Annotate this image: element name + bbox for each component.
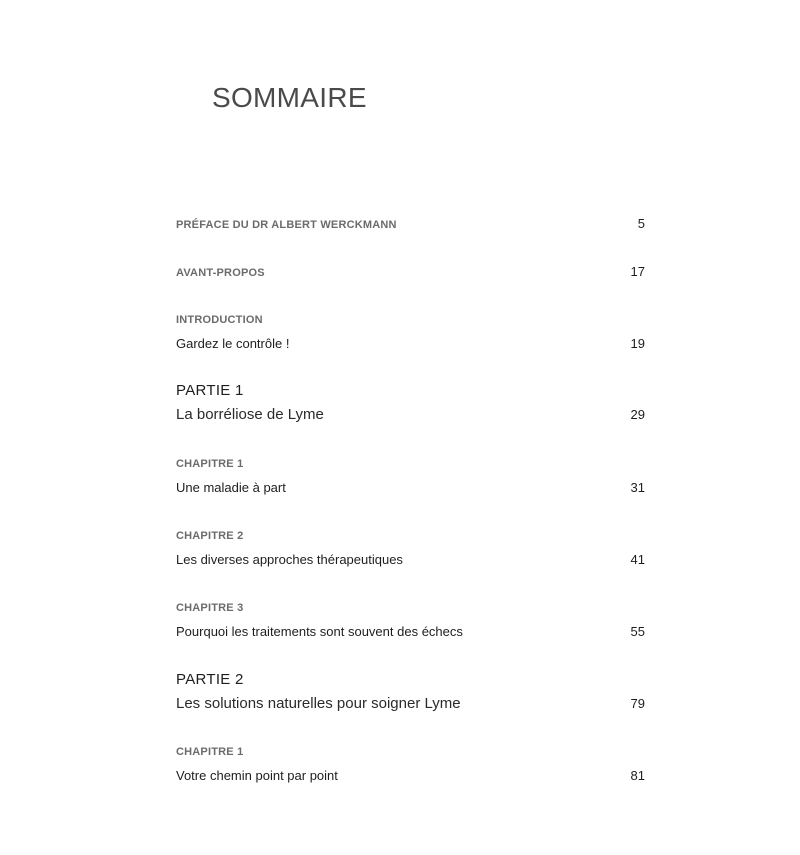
- toc-entry-solutions-naturelles: [176, 695, 645, 713]
- toc-entry-label: Pourquoi les traitements sont souvent des échecs: [176, 624, 463, 639]
- toc-entry-label: Gardez le contrôle !: [176, 336, 290, 351]
- toc-chapter-1-part-2: [176, 745, 645, 759]
- toc-section-introduction: [176, 313, 645, 327]
- toc-page-number: 31: [630, 480, 645, 495]
- toc-chapter-3: [176, 601, 645, 615]
- toc-entry-label: AVANT-PROPOS: [176, 267, 265, 279]
- toc-chapter-2: [176, 529, 645, 543]
- toc-entry-preface: [176, 216, 645, 232]
- toc-chapter-label: CHAPITRE 1: [176, 746, 244, 758]
- toc-entry-gardez-le-controle: [176, 336, 645, 352]
- toc-chapter-label: CHAPITRE 2: [176, 530, 244, 542]
- toc-entry-borreliose: [176, 406, 645, 424]
- toc-entry-label: PRÉFACE DU DR ALBERT WERCKMANN: [176, 219, 397, 231]
- toc-entry-traitements: [176, 624, 645, 640]
- toc-page-number: 29: [630, 407, 645, 422]
- toc-part-1: [176, 382, 645, 400]
- toc-page-number: 5: [637, 216, 645, 231]
- toc-chapter-1: [176, 457, 645, 471]
- toc-entry-label: Les diverses approches thérapeutiques: [176, 552, 403, 567]
- toc-part-2: [176, 671, 645, 689]
- toc-page-number: 55: [630, 624, 645, 639]
- toc-part-label: PARTIE 1: [176, 382, 244, 399]
- toc-entry-label: Une maladie à part: [176, 480, 286, 495]
- toc-entry-votre-chemin: [176, 768, 645, 784]
- toc-page-number: 17: [630, 264, 645, 279]
- toc-page-number: 41: [630, 552, 645, 567]
- toc-page-number: 81: [630, 768, 645, 783]
- toc-page-number: 19: [630, 336, 645, 351]
- toc-part-title: Les solutions naturelles pour soigner Lyme: [176, 695, 461, 712]
- toc-page-number: 79: [630, 696, 645, 711]
- toc-section-label: INTRODUCTION: [176, 314, 263, 326]
- toc-entry-label: Votre chemin point par point: [176, 768, 338, 783]
- toc-part-label: PARTIE 2: [176, 671, 244, 688]
- toc-entry-une-maladie-a-part: [176, 480, 645, 496]
- toc-entry-approches: [176, 552, 645, 568]
- toc-chapter-label: CHAPITRE 3: [176, 602, 244, 614]
- toc-part-title: La borréliose de Lyme: [176, 406, 324, 423]
- toc-entry-avant-propos: [176, 264, 645, 280]
- toc-chapter-label: CHAPITRE 1: [176, 458, 244, 470]
- page-title: SOMMAIRE: [212, 82, 367, 113]
